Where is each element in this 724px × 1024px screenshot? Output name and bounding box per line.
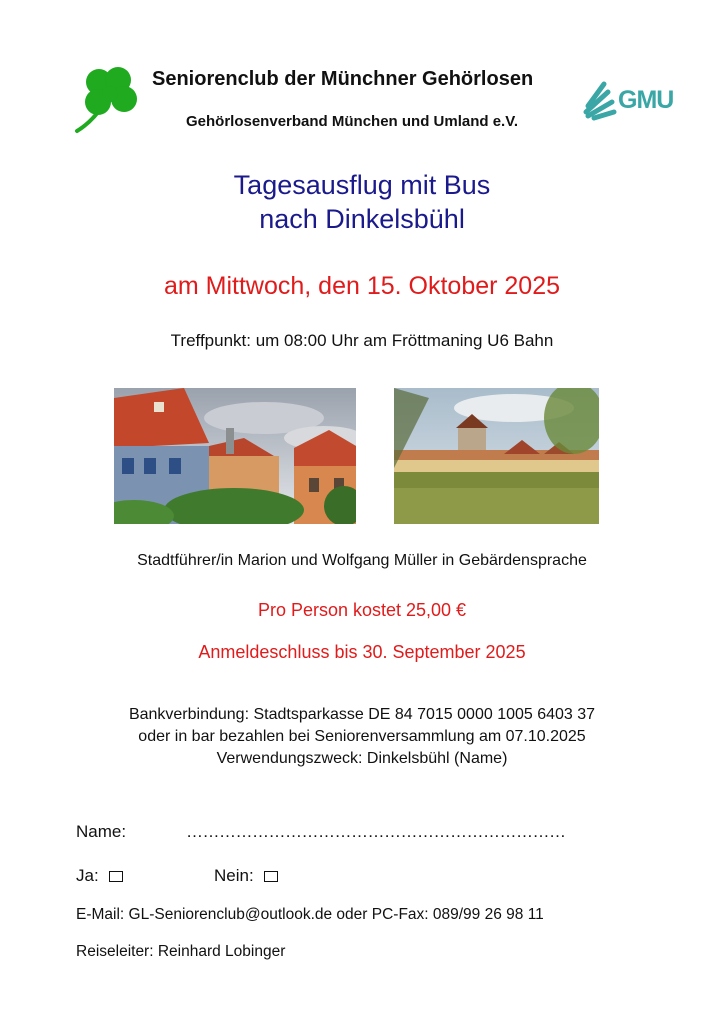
- photo-dinkelsbuehl-street: [114, 388, 356, 524]
- price-info: Pro Person kostet 25,00 €: [257, 600, 467, 620]
- clover-logo-icon: [74, 64, 142, 134]
- name-entry-line[interactable]: ……………………………………………………………: [186, 822, 566, 841]
- association-name: Gehörlosenverband München und Umland e.V.: [186, 113, 518, 130]
- bank-line-1: Bankverbindung: Stadtsparkasse DE 84 7015 0000 1005 6403 37: [128, 706, 596, 723]
- event-title-line2: nach Dinkelsbühl: [259, 204, 465, 234]
- club-name: Seniorenclub der Münchner Gehörlosen: [152, 68, 534, 90]
- gmu-logo: [582, 76, 682, 122]
- bank-line-3: Verwendungszweck: Dinkelsbühl (Name): [216, 750, 508, 767]
- bank-details: [0, 704, 724, 770]
- meeting-point: Treffpunkt: um 08:00 Uhr am Fröttmaning U6 Bahn: [170, 331, 554, 350]
- name-label: Name:: [76, 822, 127, 841]
- yes-checkbox[interactable]: [109, 871, 123, 882]
- signing-hand-icon: [582, 76, 622, 122]
- tour-leader: Reiseleiter: Reinhard Lobinger: [76, 943, 286, 960]
- no-checkbox[interactable]: [264, 871, 278, 882]
- photo-dinkelsbuehl-tower: [394, 388, 599, 524]
- event-title: [0, 168, 724, 236]
- yes-label: Ja:: [76, 866, 99, 885]
- contact-email-fax: E-Mail: GL-Seniorenclub@outlook.de oder PC-Fax: 089/99 26 98 11: [76, 906, 544, 923]
- yes-option: [76, 866, 123, 886]
- bank-line-2: oder in bar bezahlen bei Seniorenversammlung am 07.10.2025: [138, 728, 586, 745]
- guides-info: Stadtführer/in Marion und Wolfgang Müller in Gebärdensprache: [137, 552, 587, 569]
- gmu-logo-text: GMU: [618, 86, 674, 114]
- event-title-line1: Tagesausflug mit Bus: [233, 170, 491, 200]
- registration-deadline: Anmeldeschluss bis 30. September 2025: [198, 642, 526, 662]
- no-label: Nein:: [214, 866, 254, 885]
- no-option: [214, 866, 278, 886]
- event-date: am Mittwoch, den 15. Oktober 2025: [163, 272, 561, 300]
